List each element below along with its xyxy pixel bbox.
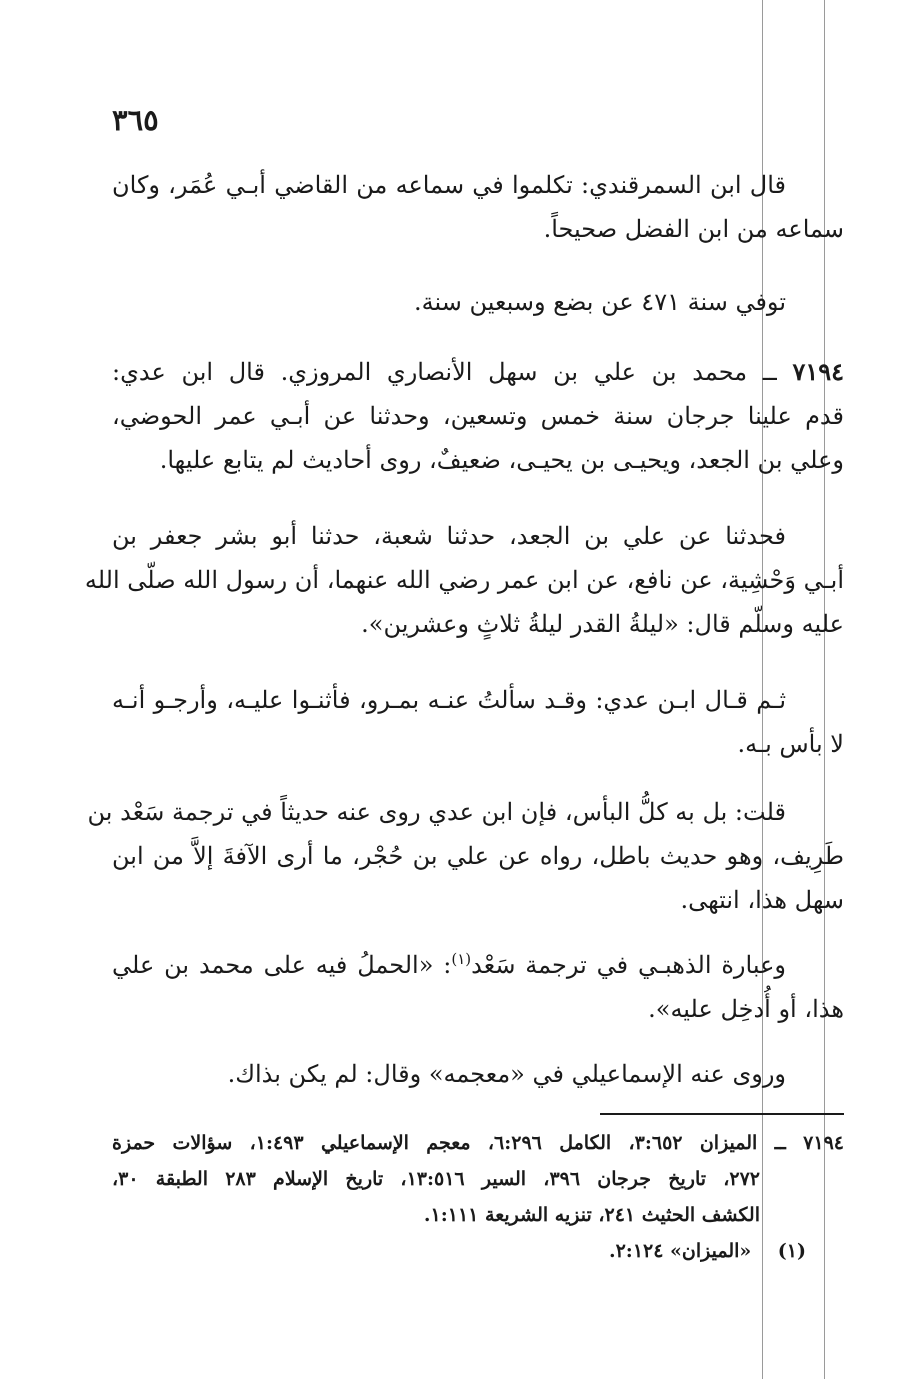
footnote-marker: (١) <box>777 1240 806 1262</box>
footnote-entry-number: ٧١٩٤ <box>803 1132 844 1154</box>
text-line: توفي سنة ٤٧١ عن بضع وسبعين سنة. <box>414 288 786 316</box>
paragraph-dhahabi <box>112 943 844 1031</box>
text-line: لا بأس بـه. <box>737 730 844 758</box>
text-line: سماعه من ابن الفضل صحيحاً. <box>543 215 844 243</box>
paragraph-ismaili <box>112 1052 844 1096</box>
entry-7194 <box>112 350 844 482</box>
footnote-line <box>112 1233 844 1269</box>
footnote-line: ٢٧٢، تاريخ جرجان ٣٩٦، السير ١٣:٥١٦، تاريخ الإسلام ٢٨٣ الطبقة ٣٠، <box>112 1168 761 1190</box>
text-line: فحدثنا عن علي بن الجعد، حدثنا شعبة، حدثنا أبو بشر جعفر بن <box>112 522 786 550</box>
text-line: عليه وسلّم قال: «ليلةُ القدر ليلةُ ثلاثٍ وعشرين». <box>361 610 844 638</box>
text-line <box>112 350 844 394</box>
paragraph-qultu <box>87 790 844 922</box>
text-line: ثـم قـال ابـن عدي: وقـد سألتُ عنـه بمـرو، فأثنـوا عليـه، وأرجـو أنـه <box>112 686 786 714</box>
text-line: وروى عنه الإسماعيلي في «معجمه» وقال: لم يكن بذاك. <box>227 1060 786 1088</box>
footnote-line <box>112 1125 844 1161</box>
footnotes <box>112 1125 844 1269</box>
footnote-separator <box>600 1113 844 1115</box>
paragraph-ibn-samarqandi <box>112 163 844 251</box>
footnote-sources: ــ الميزان ٣:٦٥٢، الكامل ٦:٢٩٦، معجم الإسماعيلي ١:٤٩٣، سؤالات حمزة <box>112 1132 804 1154</box>
page-number: ٣٦٥ <box>112 103 159 137</box>
text-line: قدم علينا جرجان سنة خمس وتسعين، وحدثنا عن أبـي عمر الحوضي، <box>112 402 844 430</box>
footnote-reference: (١) <box>451 950 472 968</box>
text-segment: وعبارة الذهبـي في ترجمة سَعْد <box>471 951 786 979</box>
paragraph-hadith-chain <box>84 514 844 646</box>
footnote-line: الكشف الحثيث ٢٤١، تنزيه الشريعة ١:١١١. <box>423 1204 760 1226</box>
text-line: قال ابن السمرقندي: تكلموا في سماعه من القاضي أبـي عُمَر، وكان <box>112 171 786 199</box>
text-line: هذا، أو أُدخِل عليه». <box>648 995 844 1023</box>
text-line: وعلي بن الجعد، ويحيـى بن يحيـى، ضعيفٌ، روى أحاديث لم يتابع عليها. <box>159 446 844 474</box>
paragraph-death-date <box>112 280 844 324</box>
text-segment: : «الحملُ فيه على محمد بن علي <box>112 951 452 979</box>
entry-number: ٧١٩٤ <box>792 357 845 386</box>
text-line: سهل هذا، انتهى. <box>680 886 844 914</box>
footnote-text: «الميزان» ٢:١٢٤. <box>608 1240 752 1262</box>
text-line: أبـي وَحْشِية، عن نافع، عن ابن عمر رضي الله عنهما، أن رسول الله صلّى الله <box>84 566 844 594</box>
text-line: قلت: بل به كلُّ البأس، فإن ابن عدي روى عنه حديثاً في ترجمة سَعْد بن <box>87 798 786 826</box>
text-line <box>112 943 844 987</box>
text-line: طَرِيف، وهو حديث باطل، رواه عن علي بن حُجْر، ما أرى الآفةَ إلاَّ من ابن <box>112 842 844 870</box>
paragraph-ibn-adi-merv <box>112 678 844 766</box>
entry-heading-text: ــ محمد بن علي بن سهل الأنصاري المروزي. قال ابن عدي: <box>112 358 793 386</box>
